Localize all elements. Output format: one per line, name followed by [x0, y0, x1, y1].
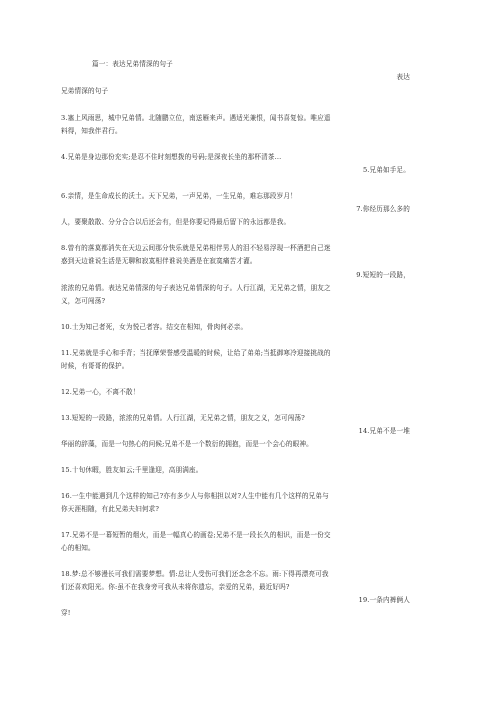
text-line: 浓浓的兄弟情。表达兄弟情深的句子表达兄弟情深的句子。人行江湖，无兄弟之情，朋友之: [61, 284, 331, 292]
text-line: 12.兄弟一心，不离不散！: [61, 388, 140, 396]
text-line: 16.一生中能遇到几个这样的知己?亦有多少人与你相担以对?人生中能有几个这样的兄弟与: [61, 492, 329, 500]
text-line: 14.兄弟不是一堆: [358, 427, 410, 435]
text-line: 料得，知我伴君行。: [61, 127, 122, 135]
text-line: 17.兄弟不是一幕短暂的烟火，而是一幅真心的画卷;兄弟不是一段长久的相识，而是一份交: [61, 531, 331, 539]
text-line: 8.曾有的落莫都消失在天边云间那分快乐就是兄弟相伴男人的泪不轻易浮现一杯酒把自己迷: [61, 244, 331, 252]
text-line: 4.兄弟是身边那份充实;是忍不住时刻想拨的号码;是深夜长坐的那杯清茶...: [61, 153, 282, 161]
text-line: 15.十旬休暇，胜友如云;千里逢迎，高朋满座。: [61, 466, 203, 474]
text-line: 时候，有哥哥的保护。: [61, 362, 129, 370]
text-line: 3.塞上风雨思，城中兄弟情。北随鹏立位，南送雁来声。遇适光兼恨，闻书喜复惊。唯应遥: [61, 114, 331, 122]
text-line: 你天涯相随，有此兄弟夫妇何求?: [61, 505, 160, 513]
text-line: 11.兄弟就是手心和手背；当抚摩荣誉感受温暖的时候，让给了弟弟;当抵御寒冷迎接挑战的: [61, 349, 331, 357]
text-line: 兄弟情深的句子: [61, 87, 109, 95]
text-line: 19.一条内裤俩人: [358, 596, 410, 604]
text-line: 7.你经历那么多的: [356, 205, 410, 213]
text-line: 10.士为知己者死，女为悦己者容。结交在相知，骨肉何必亲。: [61, 323, 248, 331]
text-line: 心的相知。: [61, 544, 95, 552]
text-line: 9.短短的一段路，: [356, 271, 410, 279]
document-heading: 篇一：表达兄弟情深的句子: [92, 60, 173, 68]
text-line: 义，怎可闯荡?: [61, 297, 106, 305]
text-line: 惑到天边谁说生活是无聊和寂寞相伴谁说美酒是在寂寞痛苦才灌。: [61, 257, 257, 265]
text-line: 们还喜欢阳光。你:虽不在我身旁可我从未将你遗忘，亲爱的兄弟，最近好吗?: [61, 583, 290, 591]
text-line: 13.短短的一段路，浓浓的兄弟情。人行江湖，无兄弟之情，朋友之义，怎可闯荡?: [61, 414, 305, 422]
text-line: 6.亲情，是生命成长的沃土。天下兄弟，一声兄弟，一生兄弟，难忘那段岁月！: [61, 192, 297, 200]
text-line: 穿!: [61, 609, 71, 617]
text-line: 表达: [396, 73, 410, 81]
text-line: 18.梦:总不够漫长可我们需要梦想。情:总让人受伤可我们还念念不忘。雨:下得再漂亮可我: [61, 570, 329, 578]
text-line: 5.兄弟如手足。: [362, 166, 410, 174]
text-line: 华丽的辞藻，而是一句热心的问候;兄弟不是一个数衍的拥抱，而是一个会心的眼神。: [61, 440, 313, 448]
text-line: 人，要聚散散、分分合合以后还会有，但是你要记得最后留下的永远都是我。: [61, 218, 291, 226]
